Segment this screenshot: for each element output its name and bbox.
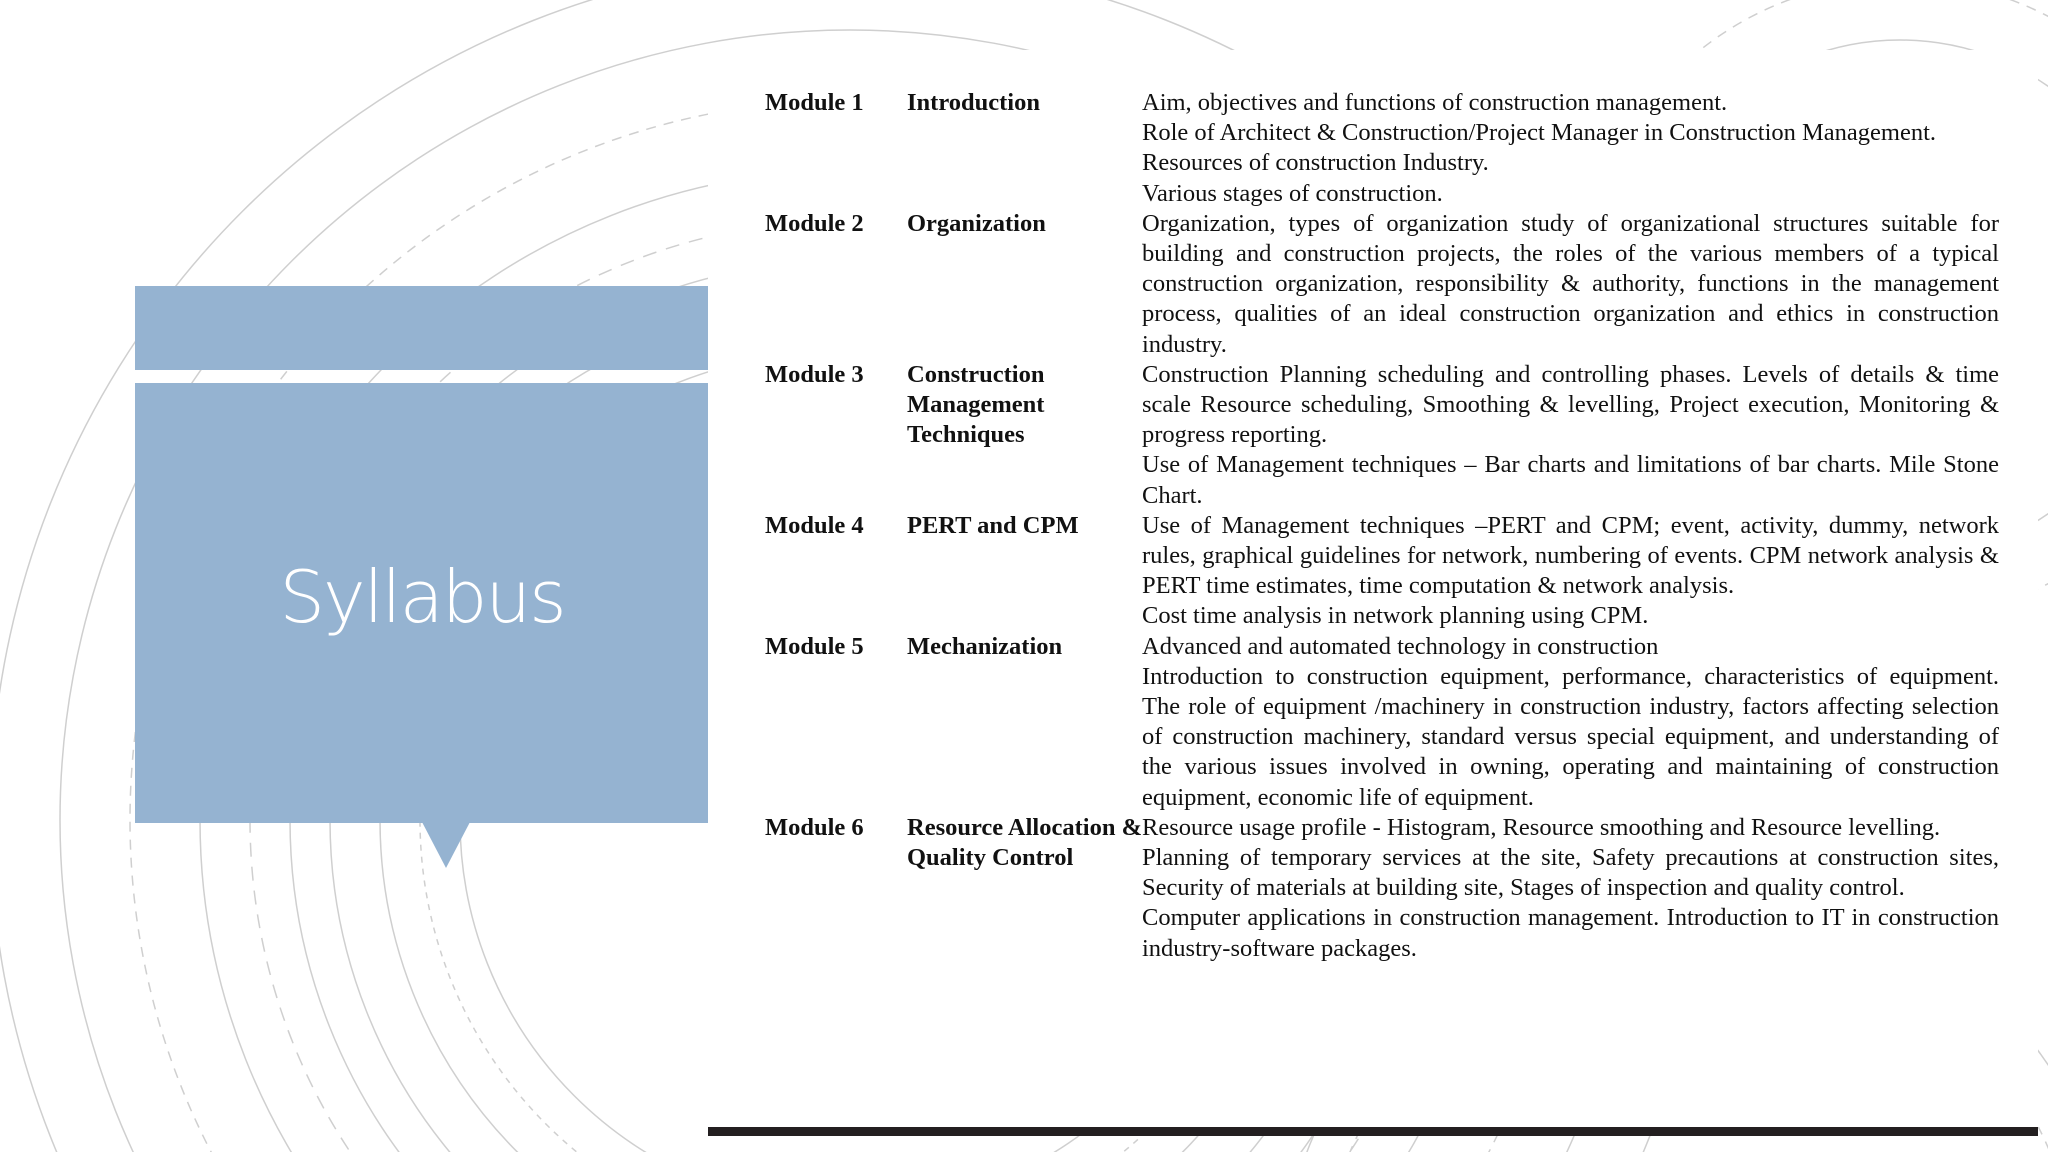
bottom-rule <box>708 1127 2038 1136</box>
module-table <box>765 88 1999 964</box>
module-description-paragraph: Resource usage profile - Histogram, Resource smoothing and Resource levelling. <box>1142 813 1941 841</box>
module-description <box>1142 511 1999 632</box>
module-number: Module 3 <box>765 360 864 388</box>
module-title: Introduction <box>907 89 1040 116</box>
module-title: Organization <box>907 209 1046 237</box>
title-box-pointer <box>422 822 470 868</box>
module-number: Module 6 <box>765 813 864 841</box>
module-row <box>765 88 1999 209</box>
module-description-paragraph: Various stages of construction. <box>1142 179 1443 207</box>
module-description-paragraph: Use of Management techniques – Bar charts and limitations of bar charts. Mile Stone Chart. <box>1142 451 1999 509</box>
module-description-paragraph: Resources of construction Industry. <box>1142 149 1489 177</box>
module-title: Resource Allocation & Quality Control <box>907 813 1142 872</box>
module-description <box>1142 209 1999 360</box>
module-description-paragraph: Advanced and automated technology in construction <box>1142 632 1659 660</box>
module-description-paragraph: Use of Management techniques –PERT and CPM; event, activity, dummy, network rules, graphical guidelines for network, numbering of events. CPM network analysis & PERT time estimates, time computation & network analysis. <box>1142 511 1999 600</box>
module-number: Module 5 <box>765 632 864 660</box>
module-description-paragraph: Computer applications in construction management. Introduction to IT in construction industry-software packages. <box>1142 904 1999 962</box>
module-description <box>1142 360 1999 511</box>
module-row <box>765 360 1999 511</box>
module-row <box>765 511 1999 632</box>
module-description-paragraph: Organization, types of organization study of organizational structures suitable for building and construction projects, the roles of the various members of a typical construction organization, responsibility & authority, functions in the management process, qualities of an ideal construction organization and ethics in construction industry. <box>1142 209 1999 358</box>
module-title: PERT and CPM <box>907 511 1079 539</box>
title-accent-band <box>135 286 709 370</box>
module-number: Module 2 <box>765 209 864 237</box>
syllabus-panel <box>708 50 2038 1130</box>
module-description-paragraph: Introduction to construction equipment, performance, characteristics of equipment. The role of equipment /machinery in construction industry, factors affecting selection of construction machinery, standard versus special equipment, and understanding of the various issues involved in owning, operating and maintaining of construction equipment, economic life of equipment. <box>1142 662 1999 811</box>
slide-title: Syllabus <box>279 555 565 639</box>
module-description <box>1142 632 1999 813</box>
module-description-paragraph: Aim, objectives and functions of construction management. <box>1142 89 1728 116</box>
title-box <box>135 383 709 823</box>
module-number: Module 4 <box>765 511 864 539</box>
module-number: Module 1 <box>765 89 864 116</box>
module-row <box>765 813 1999 964</box>
module-title: Construction Management Techniques <box>907 360 1045 449</box>
module-description-paragraph: Cost time analysis in network planning using CPM. <box>1142 602 1649 630</box>
module-description-paragraph: Planning of temporary services at the site, Safety precautions at construction sites, Security of materials at building site, Stages of inspection and quality control. <box>1142 844 1999 902</box>
module-description-paragraph: Role of Architect & Construction/Project Manager in Construction Management. <box>1142 119 1937 147</box>
module-row <box>765 209 1999 360</box>
module-description <box>1142 813 1999 964</box>
module-description-paragraph: Construction Planning scheduling and controlling phases. Levels of details & time scale Resource scheduling, Smoothing & levelling, Project execution, Monitoring & progress reporting. <box>1142 360 1999 449</box>
module-row <box>765 632 1999 813</box>
module-description <box>1142 88 1999 209</box>
module-title: Mechanization <box>907 632 1063 660</box>
